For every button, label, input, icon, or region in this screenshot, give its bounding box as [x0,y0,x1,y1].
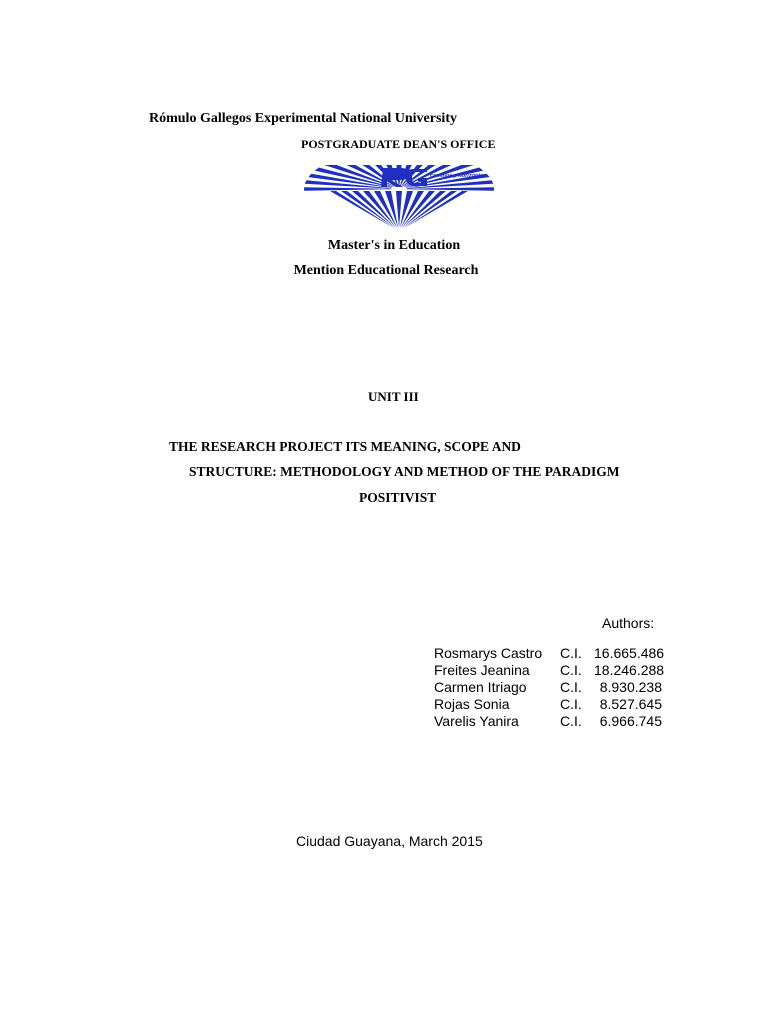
author-id [560,661,666,678]
id-number: 8.930.238 [599,678,662,695]
author-row [434,644,666,661]
author-row [434,712,666,729]
author-id [560,695,666,712]
program-name: Master's in Education [327,238,461,253]
id-prefix: C.I. [560,678,582,695]
author-name: Rojas Sonia [434,695,510,712]
author-name: Varelis Yanira [434,712,519,729]
document-title-line: POSITIVIST [359,490,437,505]
author-id [560,678,666,695]
id-prefix: C.I. [560,712,582,729]
author-id [560,712,666,729]
author-name: Rosmarys Castro [434,644,543,661]
dean-office: POSTGRADUATE DEAN'S OFFICE [301,137,496,151]
id-prefix: C.I. [560,661,582,678]
authors-table [434,644,666,729]
author-row [434,678,666,695]
university-name: Rómulo Gallegos Experimental National University [149,111,457,126]
author-name: Carmen Itriago [434,678,527,695]
id-number: 8.527.645 [599,695,662,712]
document-title-line: STRUCTURE: METHODOLOGY AND METHOD OF THE PARADIGM [189,464,620,479]
author-row [434,661,666,678]
university-logo-icon [303,165,495,230]
program-mention: Mention Educational Research [293,263,479,278]
authors-heading: Authors: [602,615,655,631]
author-row [434,695,666,712]
author-name: Freites Jeanina [434,661,530,678]
logo-tagline: caminos y horizontes [430,173,487,179]
id-prefix: C.I. [560,695,582,712]
author-id [560,644,666,661]
unit-label: UNIT III [368,389,419,404]
document-title-line: THE RESEARCH PROJECT ITS MEANING, SCOPE AND [169,439,521,454]
place-date: Ciudad Guayana, March 2015 [296,833,483,849]
id-number: 18.246.288 [594,661,665,678]
id-prefix: C.I. [560,644,582,661]
id-number: 16.665.486 [594,644,665,661]
id-number: 6.966.745 [599,712,662,729]
